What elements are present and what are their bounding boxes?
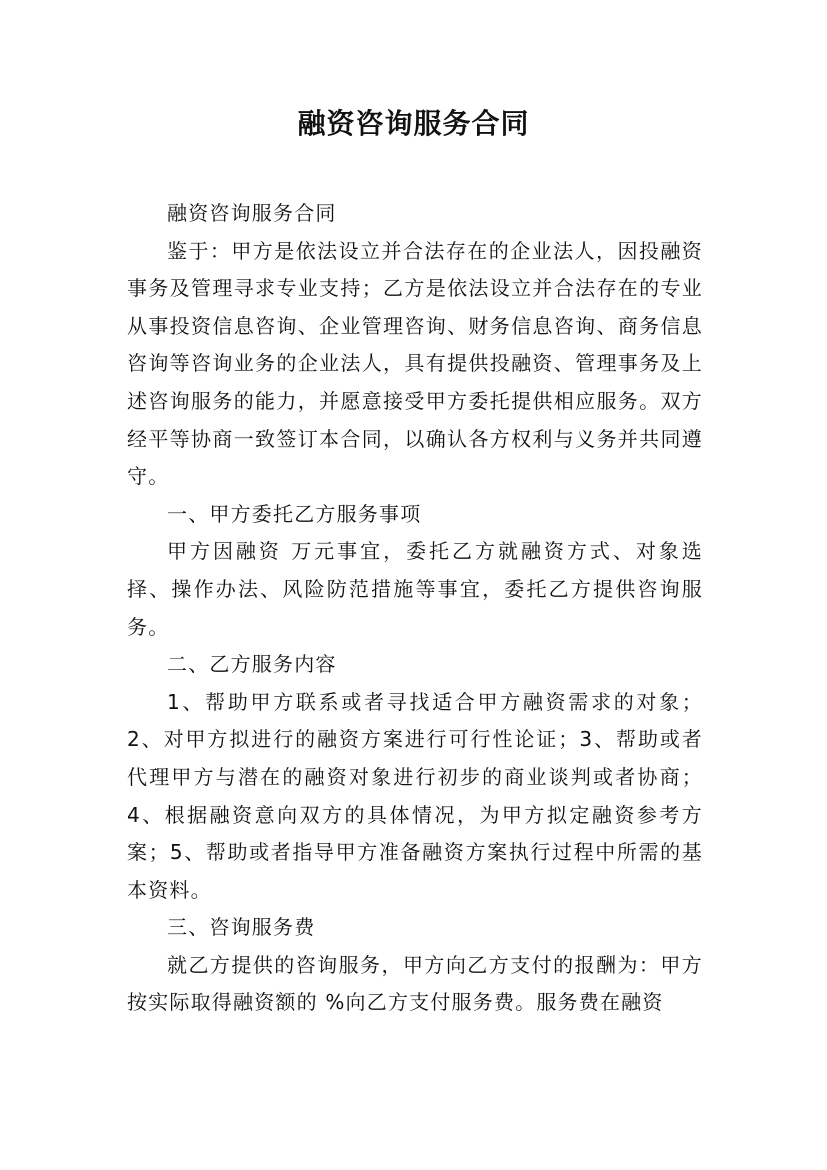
paragraph-section-1: 甲方因融资 万元事宜，委托乙方就融资方式、对象选择、操作办法、风险防范措施等事宜，委托乙方提供咨询服务。 <box>127 539 703 639</box>
section-heading-1: 一、甲方委托乙方服务事项 <box>167 501 422 526</box>
document-body <box>127 195 703 1022</box>
paragraph-preamble: 鉴于：甲方是依法设立并合法存在的企业法人，因投融资事务及管理寻求专业支持；乙方是依法设立并合法存在的专业从事投资信息咨询、企业管理咨询、财务信息咨询、商务信息咨询等咨询业务的企业法人，具有提供投融资、管理事务及上述咨询服务的能力，并愿意接受甲方委托提供相应服务。双方经平等协商一致签订本合同，以确认各方权利与义务并共同遵守。 <box>127 238 703 489</box>
paragraph-heading-repeat: 融资咨询服务合同 <box>167 201 337 225</box>
paragraph-section-2: 1、帮助甲方联系或者寻找适合甲方融资需求的对象；2、对甲方拟进行的融资方案进行可行性论证；3、帮助或者代理甲方与潜在的融资对象进行初步的商业谈判或者协商；4、根据融资意向双方的具体情况，为甲方拟定融资参考方案；5、帮助或者指导甲方准备融资方案执行过程中所需的基本资料。 <box>127 689 703 902</box>
section-heading-2: 二、乙方服务内容 <box>167 652 337 677</box>
section-heading-3: 三、咨询服务费 <box>167 915 316 940</box>
document-title: 融资咨询服务合同 <box>297 107 530 140</box>
paragraph-section-3: 就乙方提供的咨询服务，甲方向乙方支付的报酬为：甲方按实际取得融资额的 %向乙方支付服务费。服务费在融资 <box>127 952 703 1015</box>
